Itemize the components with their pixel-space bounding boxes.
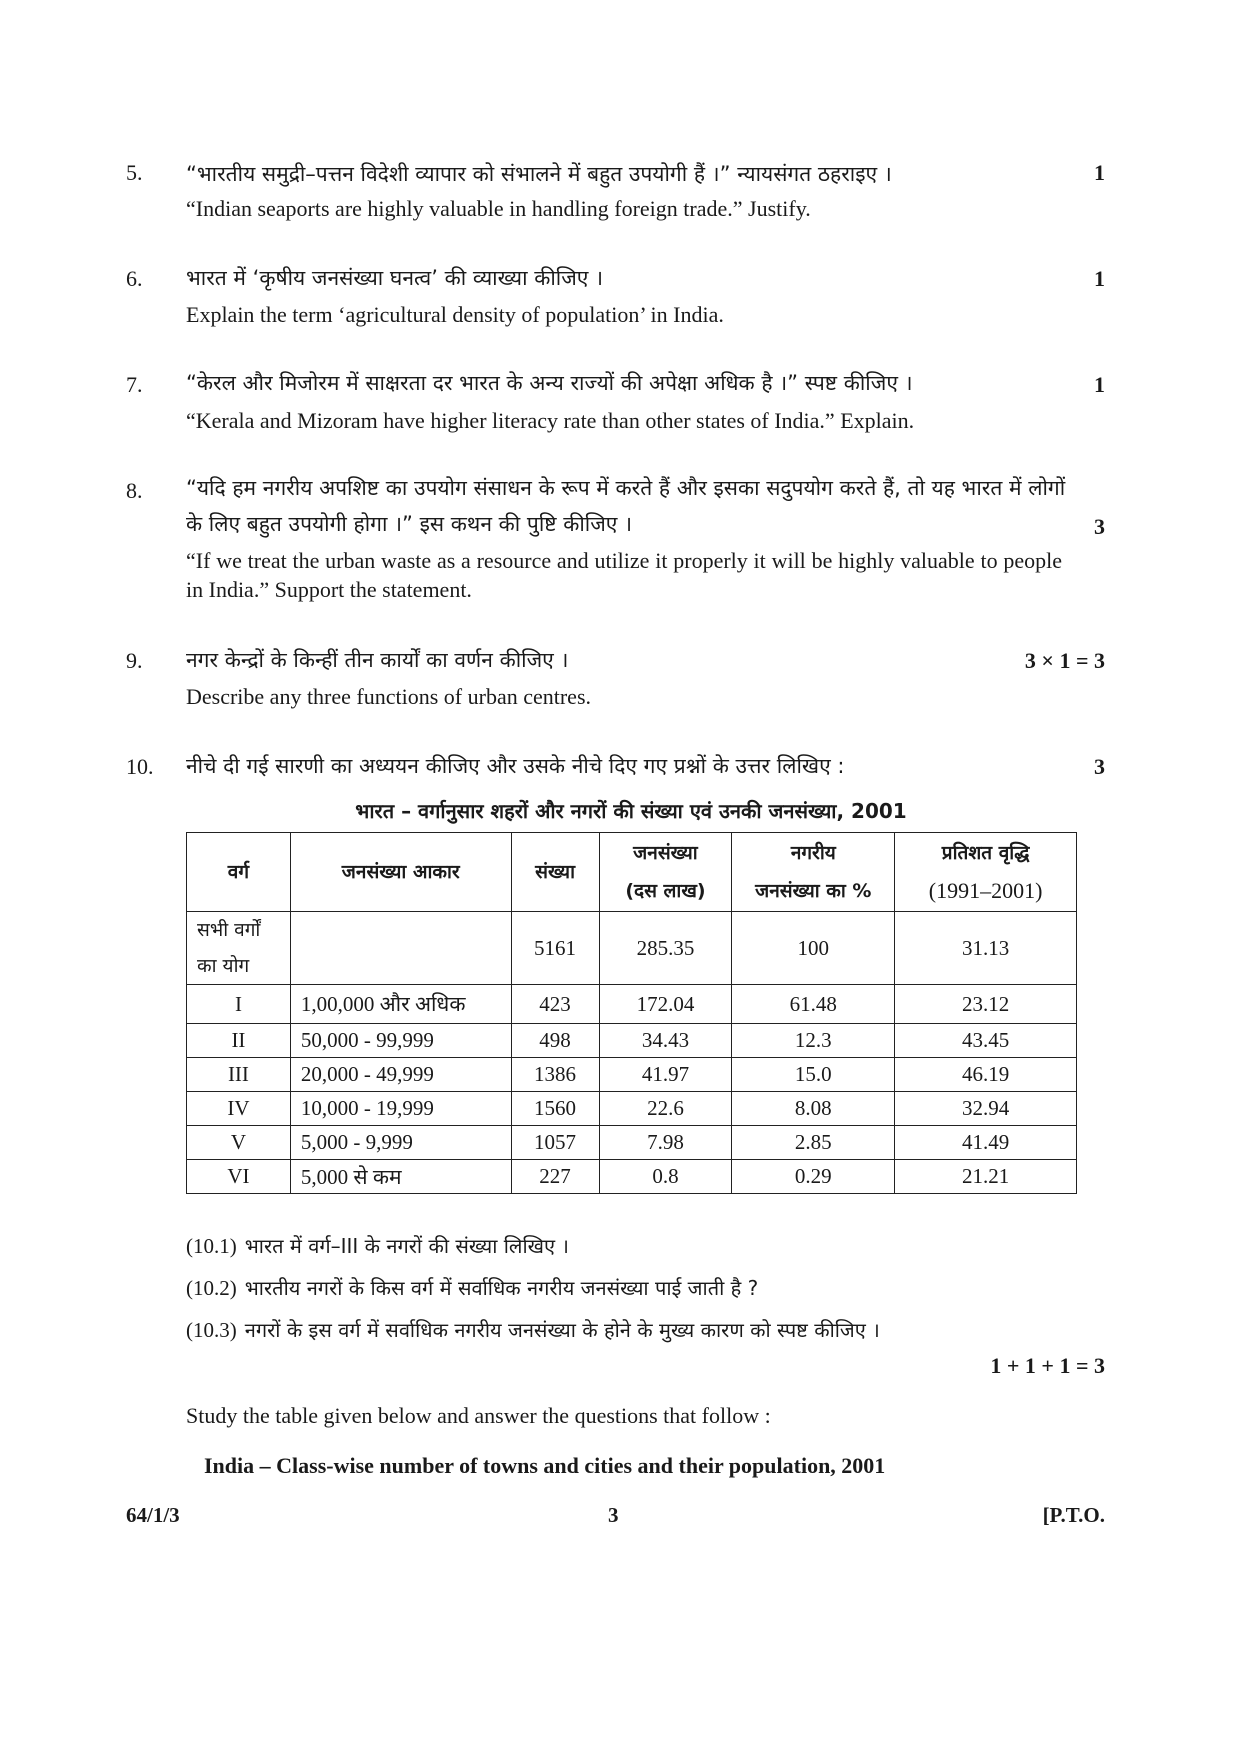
cell-population: 22.6 [599, 1092, 732, 1126]
question-number: 5. [126, 160, 143, 185]
header-size: जनसंख्या आकार [290, 833, 511, 912]
cell-growth: 32.94 [895, 1092, 1077, 1126]
cell-population: 7.98 [599, 1126, 732, 1160]
cell-class [187, 912, 291, 985]
header-population [599, 833, 732, 912]
question-marks: 3 [1094, 514, 1105, 539]
cell-size [290, 912, 511, 985]
cell-urban-pct: 0.29 [732, 1160, 895, 1194]
cell-urban-pct: 2.85 [732, 1126, 895, 1160]
cell-population: 172.04 [599, 985, 732, 1024]
question-marks: 1 [1094, 266, 1105, 291]
cell-count: 1386 [511, 1058, 599, 1092]
table-row-total [187, 912, 1077, 985]
question-hindi: “भारतीय समुद्री–पत्तन विदेशी व्यापार को संभालने में बहुत उपयोगी हैं ।” न्यायसंगत ठहराइए । [186, 162, 892, 186]
table-header-row [187, 833, 1077, 912]
cell-count: 227 [511, 1160, 599, 1194]
subquestion-10-1 [186, 1232, 569, 1259]
table-row [187, 1160, 1077, 1194]
cell-population: 285.35 [599, 912, 732, 985]
paper-code: 64/1/3 [126, 1503, 180, 1527]
question-hindi: भारत में ‘कृषीय जनसंख्या घनत्व’ की व्याख्या कीजिए । [186, 266, 604, 290]
cell-growth: 31.13 [895, 912, 1077, 985]
cell-growth: 43.45 [895, 1024, 1077, 1058]
cell-growth: 46.19 [895, 1058, 1077, 1092]
subquestion-10-2 [186, 1274, 758, 1301]
cell-size: 1,00,000 और अधिक [290, 985, 511, 1024]
subquestion-number: (10.2) [186, 1276, 237, 1300]
cell-class: V [187, 1126, 291, 1160]
question-marks: 1 [1094, 160, 1105, 185]
english-instruction: Study the table given below and answer the questions that follow : [186, 1403, 771, 1428]
cell-urban-pct: 8.08 [732, 1092, 895, 1126]
header-growth [895, 833, 1077, 912]
question-number: 10. [126, 754, 154, 779]
cell-population: 0.8 [599, 1160, 732, 1194]
question-english: “Indian seaports are highly valuable in handling foreign trade.” Justify. [186, 196, 811, 221]
question-english: Describe any three functions of urban centres. [186, 684, 592, 709]
pto-label: [P.T.O. [1042, 1503, 1105, 1527]
table-row [187, 1058, 1077, 1092]
header-urban-line2: जनसंख्या का % [755, 880, 872, 902]
cell-size: 10,000 - 19,999 [290, 1092, 511, 1126]
subquestion-number: (10.1) [186, 1234, 237, 1258]
subquestion-text: नगरों के इस वर्ग में सर्वाधिक नगरीय जनसंख्या के होने के मुख्य कारण को स्पष्ट कीजिए । [244, 1318, 880, 1342]
subquestion-text: भारतीय नगरों के किस वर्ग में सर्वाधिक नगरीय जनसंख्या पाई जाती है ? [244, 1276, 759, 1300]
cell-growth: 23.12 [895, 985, 1077, 1024]
table-row [187, 1024, 1077, 1058]
cell-growth: 41.49 [895, 1126, 1077, 1160]
header-growth-line2: (1991–2001) [928, 878, 1043, 903]
cell-class-line1: सभी वर्गों [197, 919, 261, 941]
cell-urban-pct: 100 [732, 912, 895, 985]
question-hindi: नगर केन्द्रों के किन्हीं तीन कार्यों का वर्णन कीजिए । [186, 648, 569, 672]
cell-urban-pct: 15.0 [732, 1058, 895, 1092]
header-population-line1: जनसंख्या [633, 842, 698, 864]
cell-class: VI [187, 1160, 291, 1194]
cell-class: I [187, 985, 291, 1024]
cell-size: 20,000 - 49,999 [290, 1058, 511, 1092]
question-english: Explain the term ‘agricultural density of population’ in India. [186, 302, 724, 327]
cell-count: 1057 [511, 1126, 599, 1160]
header-urban-line1: नगरीय [790, 842, 836, 864]
question-english: “Kerala and Mizoram have higher literacy rate than other states of India.” Explain. [186, 408, 915, 433]
question-hindi: नीचे दी गई सारणी का अध्ययन कीजिए और उसके नीचे दिए गए प्रश्नों के उत्तर लिखिए : [186, 754, 845, 778]
question-hindi: “यदि हम नगरीय अपशिष्ट का उपयोग संसाधन के रूप में करते हैं और इसका सदुपयोग करते हैं, तो यह भारत में लोगों के लिए बहुत उपयोगी होगा ।” इस कथन की पुष्टि कीजिए । [186, 476, 1066, 536]
question-number: 8. [126, 478, 143, 503]
cell-growth: 21.21 [895, 1160, 1077, 1194]
cell-count: 1560 [511, 1092, 599, 1126]
cell-class: III [187, 1058, 291, 1092]
question-hindi: “केरल और मिजोरम में साक्षरता दर भारत के अन्य राज्यों की अपेक्षा अधिक है ।” स्पष्ट कीजिए । [186, 371, 913, 395]
cell-population: 41.97 [599, 1058, 732, 1092]
cell-class: II [187, 1024, 291, 1058]
cell-urban-pct: 61.48 [732, 985, 895, 1024]
cell-count: 5161 [511, 912, 599, 985]
question-number: 7. [126, 372, 143, 397]
header-count: संख्या [511, 833, 599, 912]
table-row [187, 1126, 1077, 1160]
cell-count: 423 [511, 985, 599, 1024]
table-row [187, 985, 1077, 1024]
cell-population: 34.43 [599, 1024, 732, 1058]
cell-urban-pct: 12.3 [732, 1024, 895, 1058]
subquestion-text: भारत में वर्ग–III के नगरों की संख्या लिखिए । [244, 1234, 570, 1258]
header-population-line2: (दस लाख) [625, 880, 706, 902]
cell-size: 5,000 से कम [290, 1160, 511, 1194]
table-row [187, 1092, 1077, 1126]
page-number: 3 [608, 1503, 619, 1527]
table-title: भारत – वर्गानुसार शहरों और नगरों की संख्या एवं उनकी जनसंख्या, 2001 [355, 799, 907, 823]
header-class: वर्ग [187, 833, 291, 912]
question-number: 6. [126, 266, 143, 291]
population-table [186, 832, 1077, 1194]
question-marks: 3 [1094, 754, 1105, 779]
subquestion-10-3 [186, 1316, 880, 1343]
cell-size: 50,000 - 99,999 [290, 1024, 511, 1058]
question-english: “If we treat the urban waste as a resource and utilize it properly it will be highly valuable to people in India.” Support the statement. [186, 548, 1062, 602]
question-number: 9. [126, 648, 143, 673]
english-table-title: India – Class-wise number of towns and cities and their population, 2001 [204, 1453, 886, 1478]
question-marks: 1 [1094, 372, 1105, 397]
header-urban-pct [732, 833, 895, 912]
question-marks: 3 × 1 = 3 [1024, 648, 1105, 673]
subquestion-marks: 1 + 1 + 1 = 3 [990, 1353, 1105, 1378]
cell-class: IV [187, 1092, 291, 1126]
header-growth-line1: प्रतिशत वृद्धि [941, 842, 1030, 864]
subquestion-number: (10.3) [186, 1318, 237, 1342]
cell-count: 498 [511, 1024, 599, 1058]
cell-class-line2: का योग [197, 955, 250, 977]
cell-size: 5,000 - 9,999 [290, 1126, 511, 1160]
